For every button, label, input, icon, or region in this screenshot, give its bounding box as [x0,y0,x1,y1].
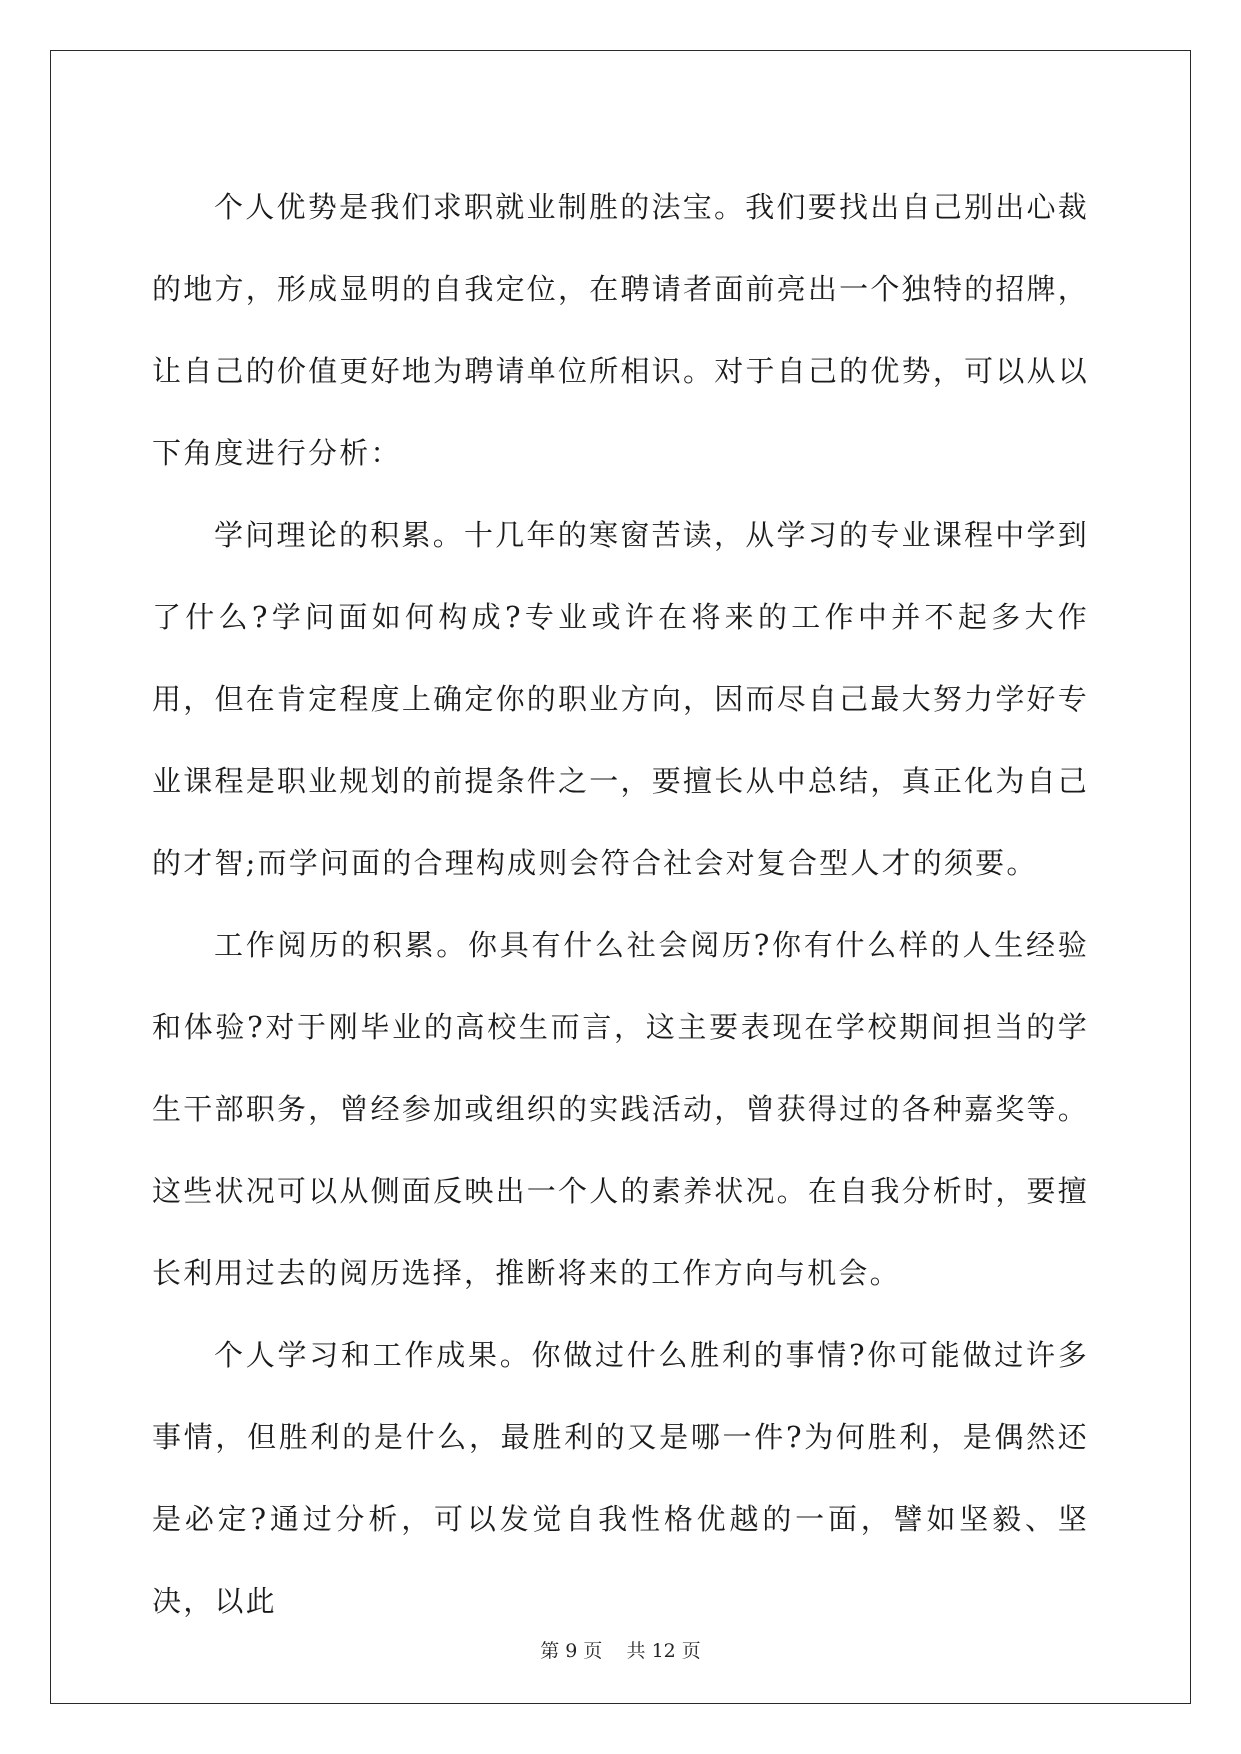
page-number: 第 9 页 [540,1640,603,1662]
paragraph-achievements: 个人学习和工作成果。你做过什么胜利的事情?你可能做过许多事情，但胜利的是什么，最胜利的又是哪一件?为何胜利，是偶然还是必定?通过分析，可以发觉自我性格优越的一面，譬如坚毅、坚决，以此 [152,1338,1089,1618]
paragraph-personal-strengths: 个人优势是我们求职就业制胜的法宝。我们要找出自己别出心裁的地方，形成显明的自我定位，在聘请者面前亮出一个独特的招牌，让自己的价值更好地为聘请单位所相识。对于自己的优势，可以从以下角度进行分析： [152,190,1089,470]
paragraph-knowledge-accumulation: 学问理论的积累。十几年的寒窗苦读，从学习的专业课程中学到了什么?学问面如何构成?专业或许在将来的工作中并不起多大作用，但在肯定程度上确定你的职业方向，因而尽自己最大努力学好专业课程是职业规划的前提条件之一，要擅长从中总结，真正化为自己的才智;而学问面的合理构成则会符合社会对复合型人才的须要。 [152,518,1089,880]
paragraph-work-experience: 工作阅历的积累。你具有什么社会阅历?你有什么样的人生经验和体验?对于刚毕业的高校生而言，这主要表现在学校期间担当的学生干部职务，曾经参加或组织的实践活动，曾获得过的各种嘉奖等。这些状况可以从侧面反映出一个人的素养状况。在自我分析时，要擅长利用过去的阅历选择，推断将来的工作方向与机会。 [152,928,1089,1290]
page-total: 共 12 页 [626,1640,701,1662]
document-body [152,166,1089,1642]
page-footer [0,1636,1241,1663]
